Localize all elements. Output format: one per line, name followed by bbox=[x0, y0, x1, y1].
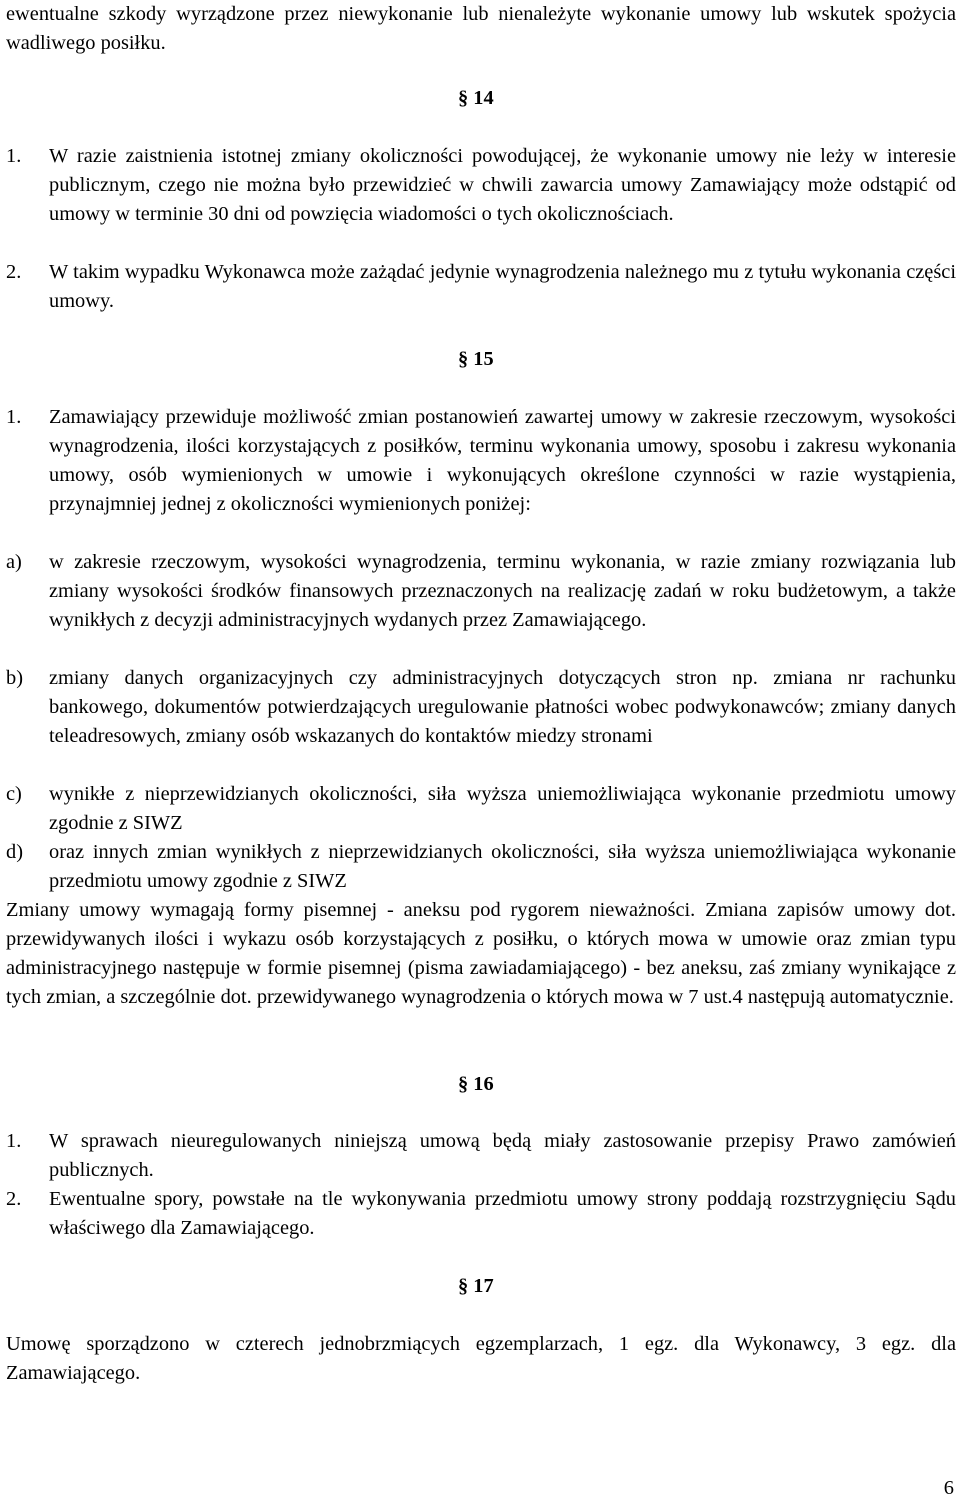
section-14-item-1 bbox=[6, 142, 956, 229]
page-number: 6 bbox=[943, 1477, 954, 1499]
section-14-item-2 bbox=[6, 258, 956, 316]
item-text: W razie zaistnienia istotnej zmiany okoliczności powodującej, że wykonanie umowy nie leży w interesie publicznym, czego nie można było przewidzieć w chwili zawarcia umowy Zamawiający może odstąpić od umowy w terminie 30 dni od powzięcia wiadomości o tych okolicznościach. bbox=[49, 145, 956, 225]
item-marker: b) bbox=[6, 667, 23, 689]
section-16-heading: § 16 bbox=[458, 1073, 494, 1095]
section-17-heading: § 17 bbox=[458, 1275, 494, 1297]
section-16-item-2 bbox=[6, 1185, 956, 1243]
section-15-letter-b bbox=[6, 664, 956, 751]
item-marker: 1. bbox=[6, 145, 22, 167]
item-marker: 2. bbox=[6, 1188, 22, 1210]
item-marker: 2. bbox=[6, 261, 22, 283]
item-text: zmiany danych organizacyjnych czy administracyjnych dotyczących stron np. zmiana nr rachunku bankowego, dokumentów potwierdzających uregulowanie płatności wobec podwykonawców; zmiany danych teleadresowych, zmiany osób wskazanych do kontaktów miedzy stronami bbox=[49, 667, 956, 747]
item-marker: a) bbox=[6, 551, 22, 573]
item-marker: 1. bbox=[6, 1130, 22, 1152]
section-15-letter-a bbox=[6, 548, 956, 635]
section-16-item-1 bbox=[6, 1127, 956, 1185]
item-text: W takim wypadku Wykonawca może zażądać jedynie wynagrodzenia należnego mu z tytułu wykonania części umowy. bbox=[49, 261, 956, 312]
section-15-letter-d bbox=[6, 838, 956, 896]
item-text: oraz innych zmian wynikłych z nieprzewidzianych okoliczności, siła wyższa uniemożliwiająca wykonanie przedmiotu umowy zgodnie z SIWZ bbox=[49, 841, 956, 892]
item-text: wynikłe z nieprzewidzianych okoliczności, siła wyższa uniemożliwiająca wykonanie przedmiotu umowy zgodnie z SIWZ bbox=[49, 783, 956, 834]
intro-paragraph: ewentualne szkody wyrządzone przez niewykonanie lub nienależyte wykonanie umowy lub wskutek spożycia wadliwego posiłku. bbox=[6, 3, 956, 54]
section-14-heading: § 14 bbox=[458, 87, 494, 109]
section-15-letter-c bbox=[6, 780, 956, 838]
item-marker: 1. bbox=[6, 406, 22, 428]
section-15-item-1 bbox=[6, 403, 956, 519]
item-marker: d) bbox=[6, 841, 23, 863]
item-marker: c) bbox=[6, 783, 22, 805]
section-17-text: Umowę sporządzono w czterech jednobrzmiących egzemplarzach, 1 egz. dla Wykonawcy, 3 egz. dla Zamawiającego. bbox=[6, 1333, 956, 1384]
item-text: Ewentualne spory, powstałe na tle wykonywania przedmiotu umowy strony poddają rozstrzygnięciu Sądu właściwego dla Zamawiającego. bbox=[49, 1188, 956, 1239]
section-15-closing: Zmiany umowy wymagają formy pisemnej - aneksu pod rygorem nieważności. Zmiana zapisów umowy dot. przewidywanych ilości i wykazu osób korzystających z posiłku, o których mowa w umowie oraz zmian typu administracyjnego następuje w formie pisemnej (pisma zawiadamiającego) - bez aneksu, zaś zmiany wynikające z tych zmian, a szczególnie dot. przewidywanego wynagrodzenia o których mowa w 7 ust.4 następują automatycznie. bbox=[6, 899, 956, 1008]
section-15-heading: § 15 bbox=[458, 348, 494, 370]
item-text: w zakresie rzeczowym, wysokości wynagrodzenia, terminu wykonania, w razie zmiany rozwiązania lub zmiany wysokości środków finansowych przeznaczonych na realizację zadań w roku budżetowym, a także wynikłych z decyzji administracyjnych wydanych przez Zamawiającego. bbox=[49, 551, 956, 631]
item-text: Zamawiający przewiduje możliwość zmian postanowień zawartej umowy w zakresie rzeczowym, wysokości wynagrodzenia, ilości korzystających z posiłków, terminu wykonania umowy, sposobu i zakresu wykonania umowy, osób wymienionych w umowie i wykonujących określone czynności w razie wystąpienia, przynajmniej jednej z okoliczności wymienionych poniżej: bbox=[49, 406, 956, 515]
item-text: W sprawach nieuregulowanych niniejszą umową będą miały zastosowanie przepisy Prawo zamówień publicznych. bbox=[49, 1130, 956, 1181]
